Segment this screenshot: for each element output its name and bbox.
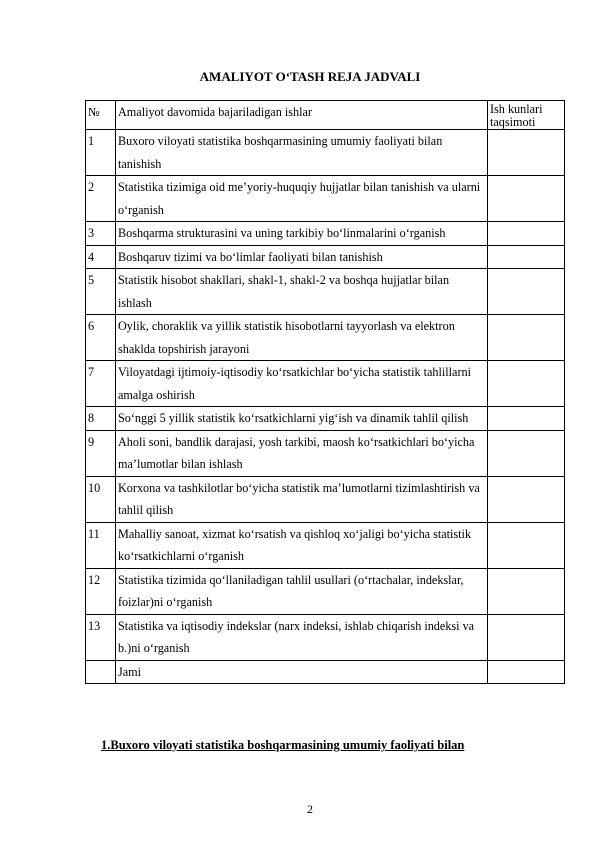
row-activity: Mahalliy sanoat, xizmat ko‘rsatish va qishloq xo‘jaligi bo‘yicha statistik ko‘rsatkichlarni o‘rganish (116, 522, 488, 568)
row-days (488, 568, 565, 614)
row-activity: Statistik hisobot shakllari, shakl-1, shakl-2 va boshqa hujjatlar bilan ishlash (116, 269, 488, 315)
header-days-label: Ish kunlari taqsimoti (490, 102, 543, 129)
table-row (86, 476, 565, 522)
row-number: 1 (86, 130, 116, 176)
row-days (488, 245, 565, 269)
row-activity: Oylik, choraklik va yillik statistik hisobotlarni tayyorlash va elektron shaklda topshirish jarayoni (116, 315, 488, 361)
header-activity: Amaliyot davomida bajariladigan ishlar (116, 101, 488, 130)
row-number: 3 (86, 222, 116, 246)
row-number: 9 (86, 430, 116, 476)
table-row (86, 614, 565, 660)
row-number: 12 (86, 568, 116, 614)
row-activity: Statistika tizimiga oid me’yoriy-huquqiy hujjatlar bilan tanishish va ularni o‘rganish (116, 176, 488, 222)
table-row (86, 430, 565, 476)
row-days (488, 361, 565, 407)
header-days (488, 101, 565, 130)
row-activity: Statistika va iqtisodiy indekslar (narx indeksi, ishlab chiqarish indeksi va b.)ni o‘rganish (116, 614, 488, 660)
row-days (488, 176, 565, 222)
table-header-row (86, 101, 565, 130)
total-row (86, 660, 565, 684)
section-heading: 1.Buxoro viloyati statistika boshqarmasining umumiy faoliyati bilan (101, 738, 465, 752)
page-title: AMALIYOT O‘TASH REJA JADVALI (199, 69, 421, 84)
row-activity: Viloyatdagi ijtimoiy-iqtisodiy ko‘rsatkichlar bo‘yicha statistik tahlillarni amalga oshirish (116, 361, 488, 407)
row-number: 6 (86, 315, 116, 361)
row-number: 5 (86, 269, 116, 315)
total-number-cell (86, 660, 116, 684)
page-number: 2 (307, 802, 313, 816)
row-days (488, 430, 565, 476)
table-row (86, 361, 565, 407)
row-days (488, 476, 565, 522)
table-row (86, 130, 565, 176)
row-number: 13 (86, 614, 116, 660)
row-number: 8 (86, 407, 116, 431)
row-days (488, 315, 565, 361)
table-row (86, 315, 565, 361)
row-number: 2 (86, 176, 116, 222)
table-row (86, 269, 565, 315)
row-number: 7 (86, 361, 116, 407)
table-row (86, 176, 565, 222)
row-days (488, 614, 565, 660)
row-days (488, 522, 565, 568)
row-days (488, 407, 565, 431)
table-row (86, 568, 565, 614)
row-activity: Aholi soni, bandlik darajasi, yosh tarkibi, maosh ko‘rsatkichlari bo‘yicha ma’lumotlar bilan ishlash (116, 430, 488, 476)
row-days (488, 130, 565, 176)
header-num: № (86, 101, 116, 130)
row-days (488, 269, 565, 315)
row-number: 10 (86, 476, 116, 522)
practice-plan-table (85, 100, 565, 684)
row-number: 11 (86, 522, 116, 568)
row-number: 4 (86, 245, 116, 269)
row-activity: Buxoro viloyati statistika boshqarmasining umumiy faoliyati bilan tanishish (116, 130, 488, 176)
row-days (488, 222, 565, 246)
table-row (86, 522, 565, 568)
total-days-cell (488, 660, 565, 684)
row-activity: Korxona va tashkilotlar bo‘yicha statistik ma’lumotlarni tizimlashtirish va tahlil qilish (116, 476, 488, 522)
total-label: Jami (116, 660, 488, 684)
row-activity: Statistika tizimida qo‘llaniladigan tahlil usullari (o‘rtachalar, indekslar, foizlar)ni o‘rganish (116, 568, 488, 614)
table-row (86, 222, 565, 246)
row-activity: Boshqarma strukturasini va uning tarkibiy bo‘linmalarini o‘rganish (116, 222, 488, 246)
row-activity: So‘nggi 5 yillik statistik ko‘rsatkichlarni yig‘ish va dinamik tahlil qilish (116, 407, 488, 431)
table-row (86, 407, 565, 431)
table-row (86, 245, 565, 269)
row-activity: Boshqaruv tizimi va bo‘limlar faoliyati bilan tanishish (116, 245, 488, 269)
